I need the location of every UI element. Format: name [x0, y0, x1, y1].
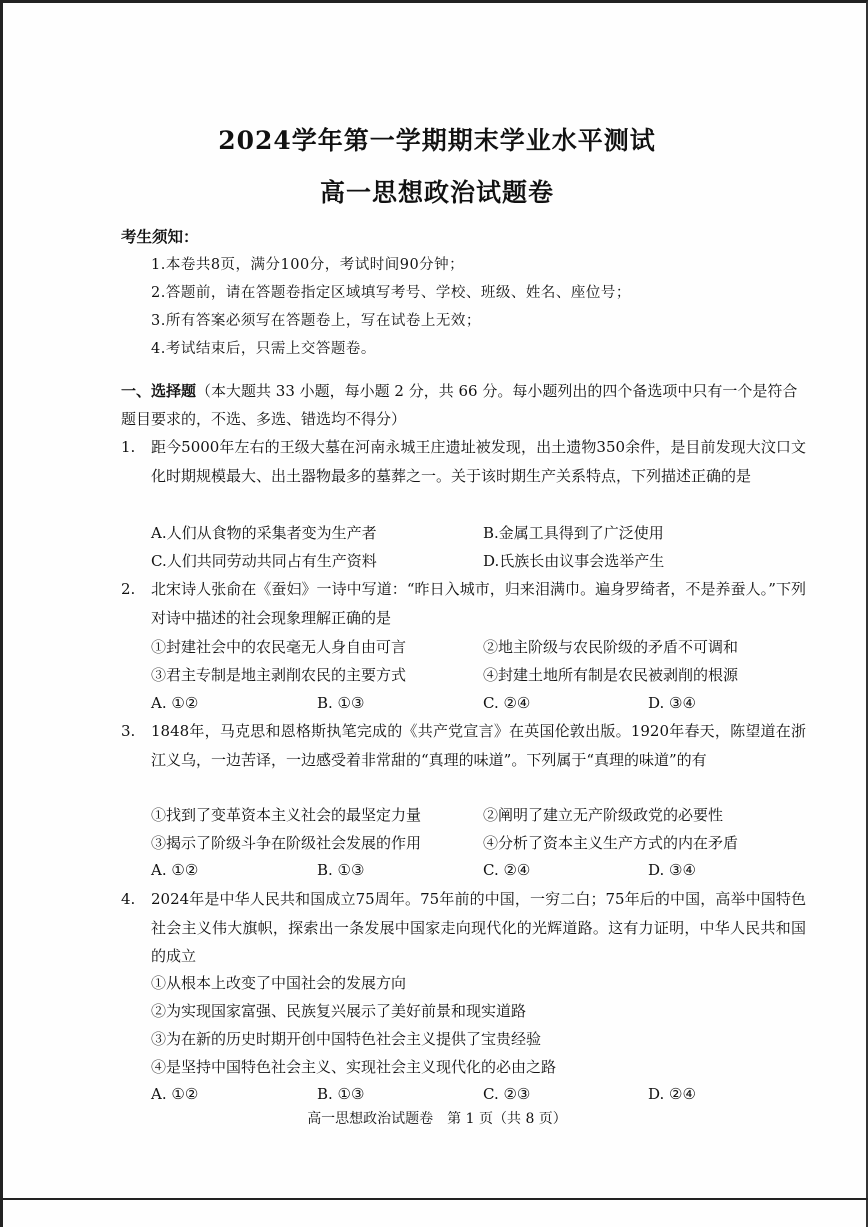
statement-2: ②为实现国家富强、民族复兴展示了美好前景和现实道路 — [151, 1002, 527, 1020]
option-c: C. ②④ — [483, 861, 531, 879]
question-number: 2. — [121, 580, 136, 598]
option-d: D. ③④ — [648, 694, 696, 712]
question-stem: 距今5000年左右的王级大墓在河南永城王庄遗址被发现，出土遗物350余件，是目前发现大汶口文化时期规模最大、出土器物最多的墓葬之一。关于该时期生产关系特点，下列描述正确的是 — [151, 438, 806, 485]
statement-3: ③为在新的历史时期开创中国特色社会主义提供了宝贵经验 — [151, 1030, 542, 1048]
statement-2: ②阐明了建立无产阶级政党的必要性 — [483, 806, 724, 824]
section-header — [121, 377, 801, 433]
statement-4: ④是坚持中国特色社会主义、实现社会主义现代化的必由之路 — [151, 1058, 557, 1076]
notice-item: 3.所有答案必须写在答题卷上，写在试卷上无效； — [151, 313, 481, 329]
bottom-scan-edge — [3, 1198, 868, 1200]
page-subtitle: 高一思想政治试题卷 — [319, 178, 554, 207]
notice-heading: 考生须知： — [121, 227, 199, 246]
statement-3: ③揭示了阶级斗争在阶级社会发展的作用 — [151, 834, 422, 852]
statement-3: ③君主专制是地主剥削农民的主要方式 — [151, 666, 407, 684]
page-title: 2024学年第一学期期末学业水平测试 — [218, 126, 656, 155]
question-stem: 1848年，马克思和恩格斯执笔完成的《共产党宣言》在英国伦敦出版。1920年春天，陈望道在浙江义乌，一边苦译，一边感受着非常甜的“真理的味道”。下列属于“真理的味道”的有 — [151, 722, 806, 769]
option-d: D. ②④ — [648, 1085, 696, 1103]
option-d: D.氏族长由议事会选举产生 — [483, 552, 665, 570]
question-number: 1. — [121, 438, 136, 456]
option-d: D. ③④ — [648, 861, 696, 879]
notice-item: 1.本卷共8页，满分100分，考试时间90分钟； — [151, 257, 465, 273]
question-stem: 2024年是中华人民共和国成立75周年。75年前的中国，一穷二白；75年后的中国，高举中国特色社会主义伟大旗帜，探索出一条发展中国家走向现代化的光辉道路。这有力证明，中华人民共和国的成立 — [151, 890, 806, 965]
statement-4: ④分析了资本主义生产方式的内在矛盾 — [483, 834, 739, 852]
statement-1: ①封建社会中的农民毫无人身自由可言 — [151, 638, 407, 656]
option-b: B. ①③ — [317, 861, 365, 879]
option-a: A. ①② — [151, 861, 199, 879]
statement-1: ①找到了变革资本主义社会的最坚定力量 — [151, 806, 422, 824]
option-c: C. ②③ — [483, 1085, 531, 1103]
page-footer: 高一思想政治试题卷 第 1 页（共 8 页） — [307, 1111, 567, 1127]
option-c: C. ②④ — [483, 694, 531, 712]
option-b: B.金属工具得到了广泛使用 — [483, 524, 664, 542]
option-a: A. ①② — [151, 1085, 199, 1103]
option-a: A.人们从食物的采集者变为生产者 — [151, 524, 377, 542]
notice-item: 2.答题前，请在答题卷指定区域填写考号、学校、班级、姓名、座位号； — [151, 285, 631, 301]
section-description: （本大题共 33 小题，每小题 2 分，共 66 分。每小题列出的四个备选项中只有一个是符合题目要求的，不选、多选、错选均不得分） — [121, 382, 798, 428]
option-c: C.人们共同劳动共同占有生产资料 — [151, 552, 377, 570]
notice-item: 4.考试结束后，只需上交答题卷。 — [151, 341, 376, 357]
statement-4: ④封建土地所有制是农民被剥削的根源 — [483, 666, 739, 684]
option-b: B. ①③ — [317, 694, 365, 712]
question-number: 3. — [121, 722, 136, 740]
statement-2: ②地主阶级与农民阶级的矛盾不可调和 — [483, 638, 739, 656]
question-stem: 北宋诗人张俞在《蚕妇》一诗中写道：“昨日入城市，归来泪满巾。遍身罗绮者，不是养蚕人。”下列对诗中描述的社会现象理解正确的是 — [151, 580, 806, 627]
question-number: 4. — [121, 890, 136, 908]
option-a: A. ①② — [151, 694, 199, 712]
option-b: B. ①③ — [317, 1085, 365, 1103]
statement-1: ①从根本上改变了中国社会的发展方向 — [151, 974, 407, 992]
section-label: 一、选择题 — [121, 382, 197, 400]
